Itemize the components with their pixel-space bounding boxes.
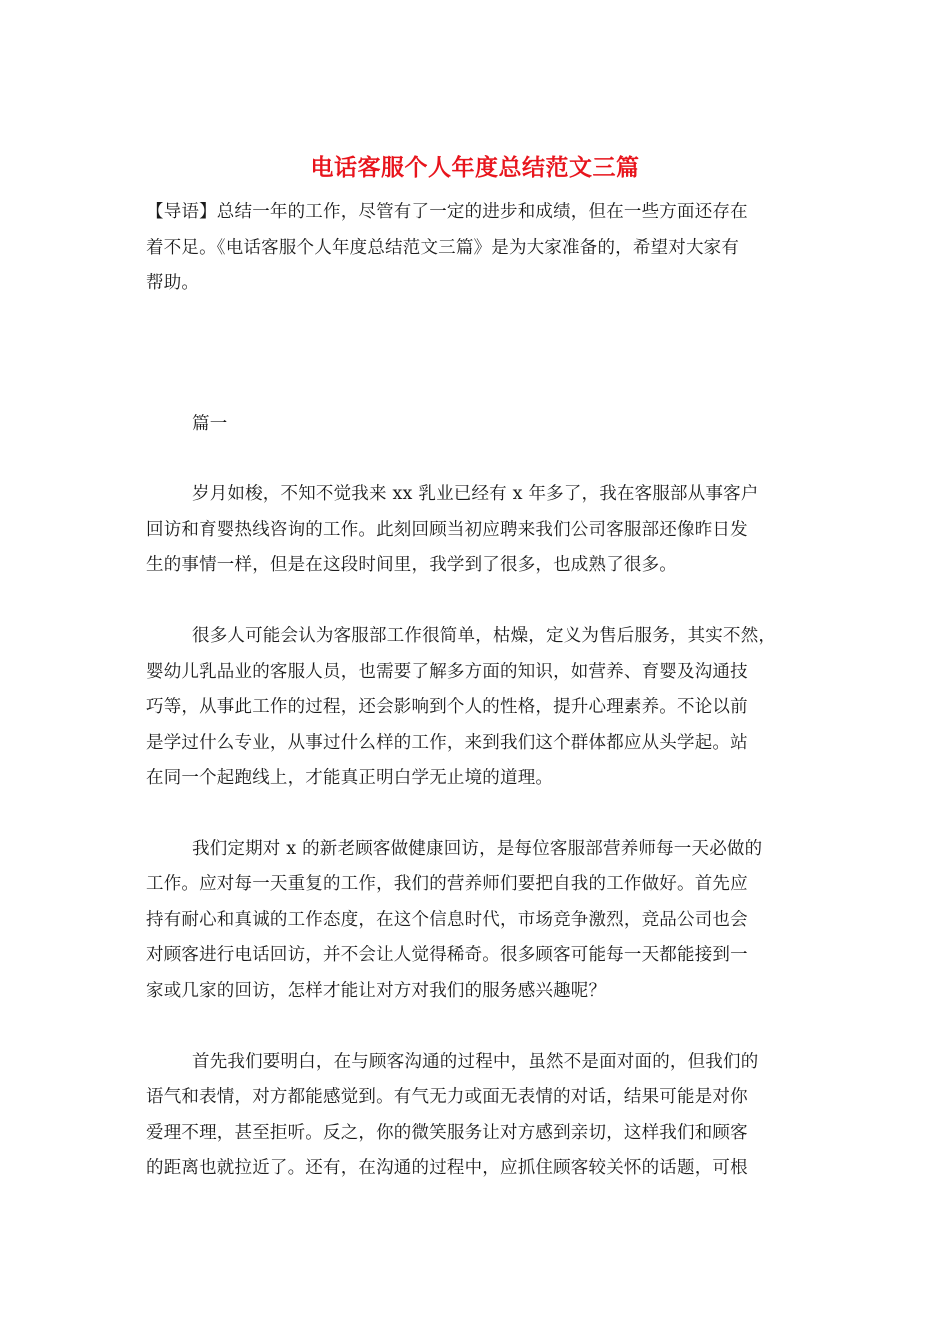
paragraph-line: 工作。应对每一天重复的工作，我们的营养师们要把自我的工作做好。首先应 (146, 874, 748, 894)
paragraph-line: 岁月如梭，不知不觉我来 xx 乳业已经有 x 年多了，我在客服部从事客户 (192, 484, 759, 504)
paragraph-line: 很多人可能会认为客服部工作很简单，枯燥，定义为售后服务，其实不然， (192, 626, 777, 646)
paragraph-line: 巧等，从事此工作的过程，还会影响到个人的性格，提升心理素养。不论以前 (146, 697, 748, 717)
paragraph-line: 婴幼儿乳品业的客服人员，也需要了解多方面的知识，如营养、育婴及沟通技 (146, 662, 748, 682)
intro-line: 帮助。 (146, 273, 200, 293)
paragraph-line: 首先我们要明白，在与顾客沟通的过程中，虽然不是面对面的，但我们的 (192, 1052, 759, 1072)
paragraph-line: 家或几家的回访，怎样才能让对方对我们的服务感兴趣呢？ (146, 981, 607, 1001)
paragraph-line: 的距离也就拉近了。还有，在沟通的过程中，应抓住顾客较关怀的话题，可根 (146, 1158, 748, 1178)
paragraph-line: 回访和育婴热线咨询的工作。此刻回顾当初应聘来我们公司客服部还像昨日发 (146, 520, 748, 540)
paragraph-line: 我们定期对 x 的新老顾客做健康回访，是每位客服部营养师每一天必做的 (192, 839, 763, 859)
paragraph-line: 在同一个起跑线上，才能真正明白学无止境的道理。 (146, 768, 554, 788)
paragraph-line: 是学过什么专业，从事过什么样的工作，来到我们这个群体都应从头学起。站 (146, 733, 748, 753)
intro-line: 【导语】总结一年的工作，尽管有了一定的进步和成绩，但在一些方面还存在 (146, 202, 748, 222)
paragraph-line: 语气和表情，对方都能感觉到。有气无力或面无表情的对话，结果可能是对你 (146, 1087, 748, 1107)
paragraph-line: 对顾客进行电话回访，并不会让人觉得稀奇。很多顾客可能每一天都能接到一 (146, 945, 748, 965)
paragraph-line: 爱理不理，甚至拒听。反之，你的微笑服务让对方感到亲切，这样我们和顾客 (146, 1123, 748, 1143)
intro-line: 着不足。《电话客服个人年度总结范文三篇》是为大家准备的，希望对大家有 (146, 238, 740, 258)
paragraph-line: 持有耐心和真诚的工作态度，在这个信息时代，市场竞争激烈，竞品公司也会 (146, 910, 748, 930)
section-heading: 篇一 (192, 414, 228, 434)
paragraph-line: 生的事情一样，但是在这段时间里，我学到了很多，也成熟了很多。 (146, 555, 677, 575)
document-title: 电话客服个人年度总结范文三篇 (310, 154, 640, 181)
